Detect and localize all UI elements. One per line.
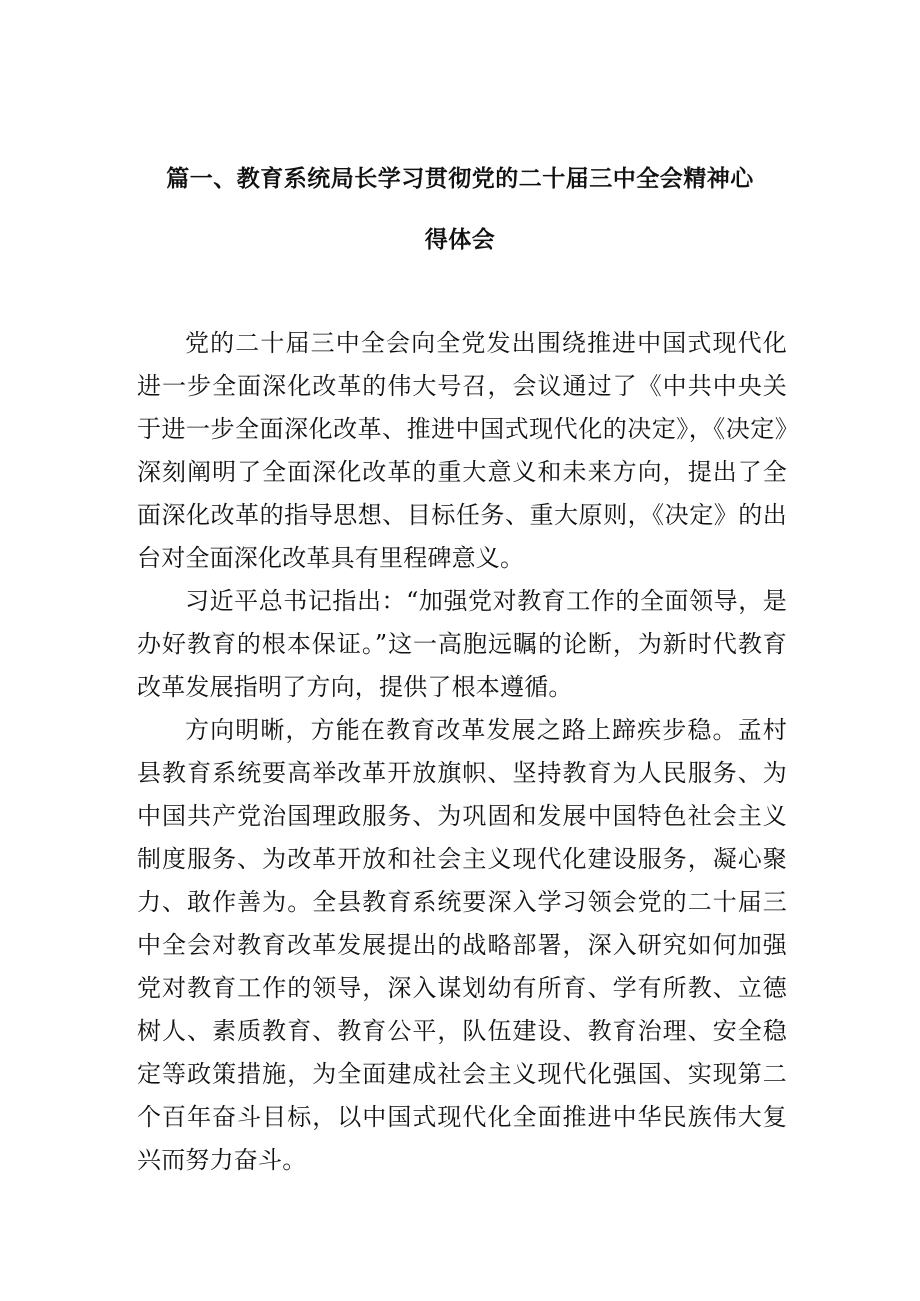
body-paragraph-3: 方向明晰，方能在教育改革发展之路上蹄疾步稳。孟村县教育系统要高举改革开放旗帜、坚持教育为人民服务、为中国共产党治国理政服务、为巩固和发展中国特色社会主义制度服务、为改革开放和社会主义现代化建设服务，凝心聚力、敢作善为。全县教育系统要深入学习领会党的二十届三中全会对教育改革发展提出的战略部署，深入研究如何加强党对教育工作的领导，深入谋划幼有所育、学有所教、立德树人、素质教育、教育公平，队伍建设、教育治理、安全稳定等政策措施，为全面建成社会主义现代化强国、实现第二个百年奋斗目标，以中国式现代化全面推进中华民族伟大复兴而努力奋斗。 [137, 716, 787, 1174]
document-title-line-2: 得体会 [424, 227, 496, 253]
document-body [137, 322, 787, 1182]
body-paragraph-1: 党的二十届三中全会向全党发出围绕推进中国式现代化进一步全面深化改革的伟大号召，会议通过了《中共中央关于进一步全面深化改革、推进中国式现代化的决定》，《决定》深刻阐明了全面深化改革的重大意义和未来方向，提出了全面深化改革的指导思想、目标任务、重大原则，《决定》的出台对全面深化改革具有里程碑意义。 [137, 329, 787, 572]
document-title-line-1: 篇一、教育系统局长学习贯彻党的二十届三中全会精神心 [166, 166, 754, 192]
body-paragraph-2: 习近平总书记指出：“加强党对教育工作的全面领导，是办好教育的根本保证。”这一高胞远瞩的论断，为新时代教育改革发展指明了方向，提供了根本遵循。 [137, 587, 787, 701]
